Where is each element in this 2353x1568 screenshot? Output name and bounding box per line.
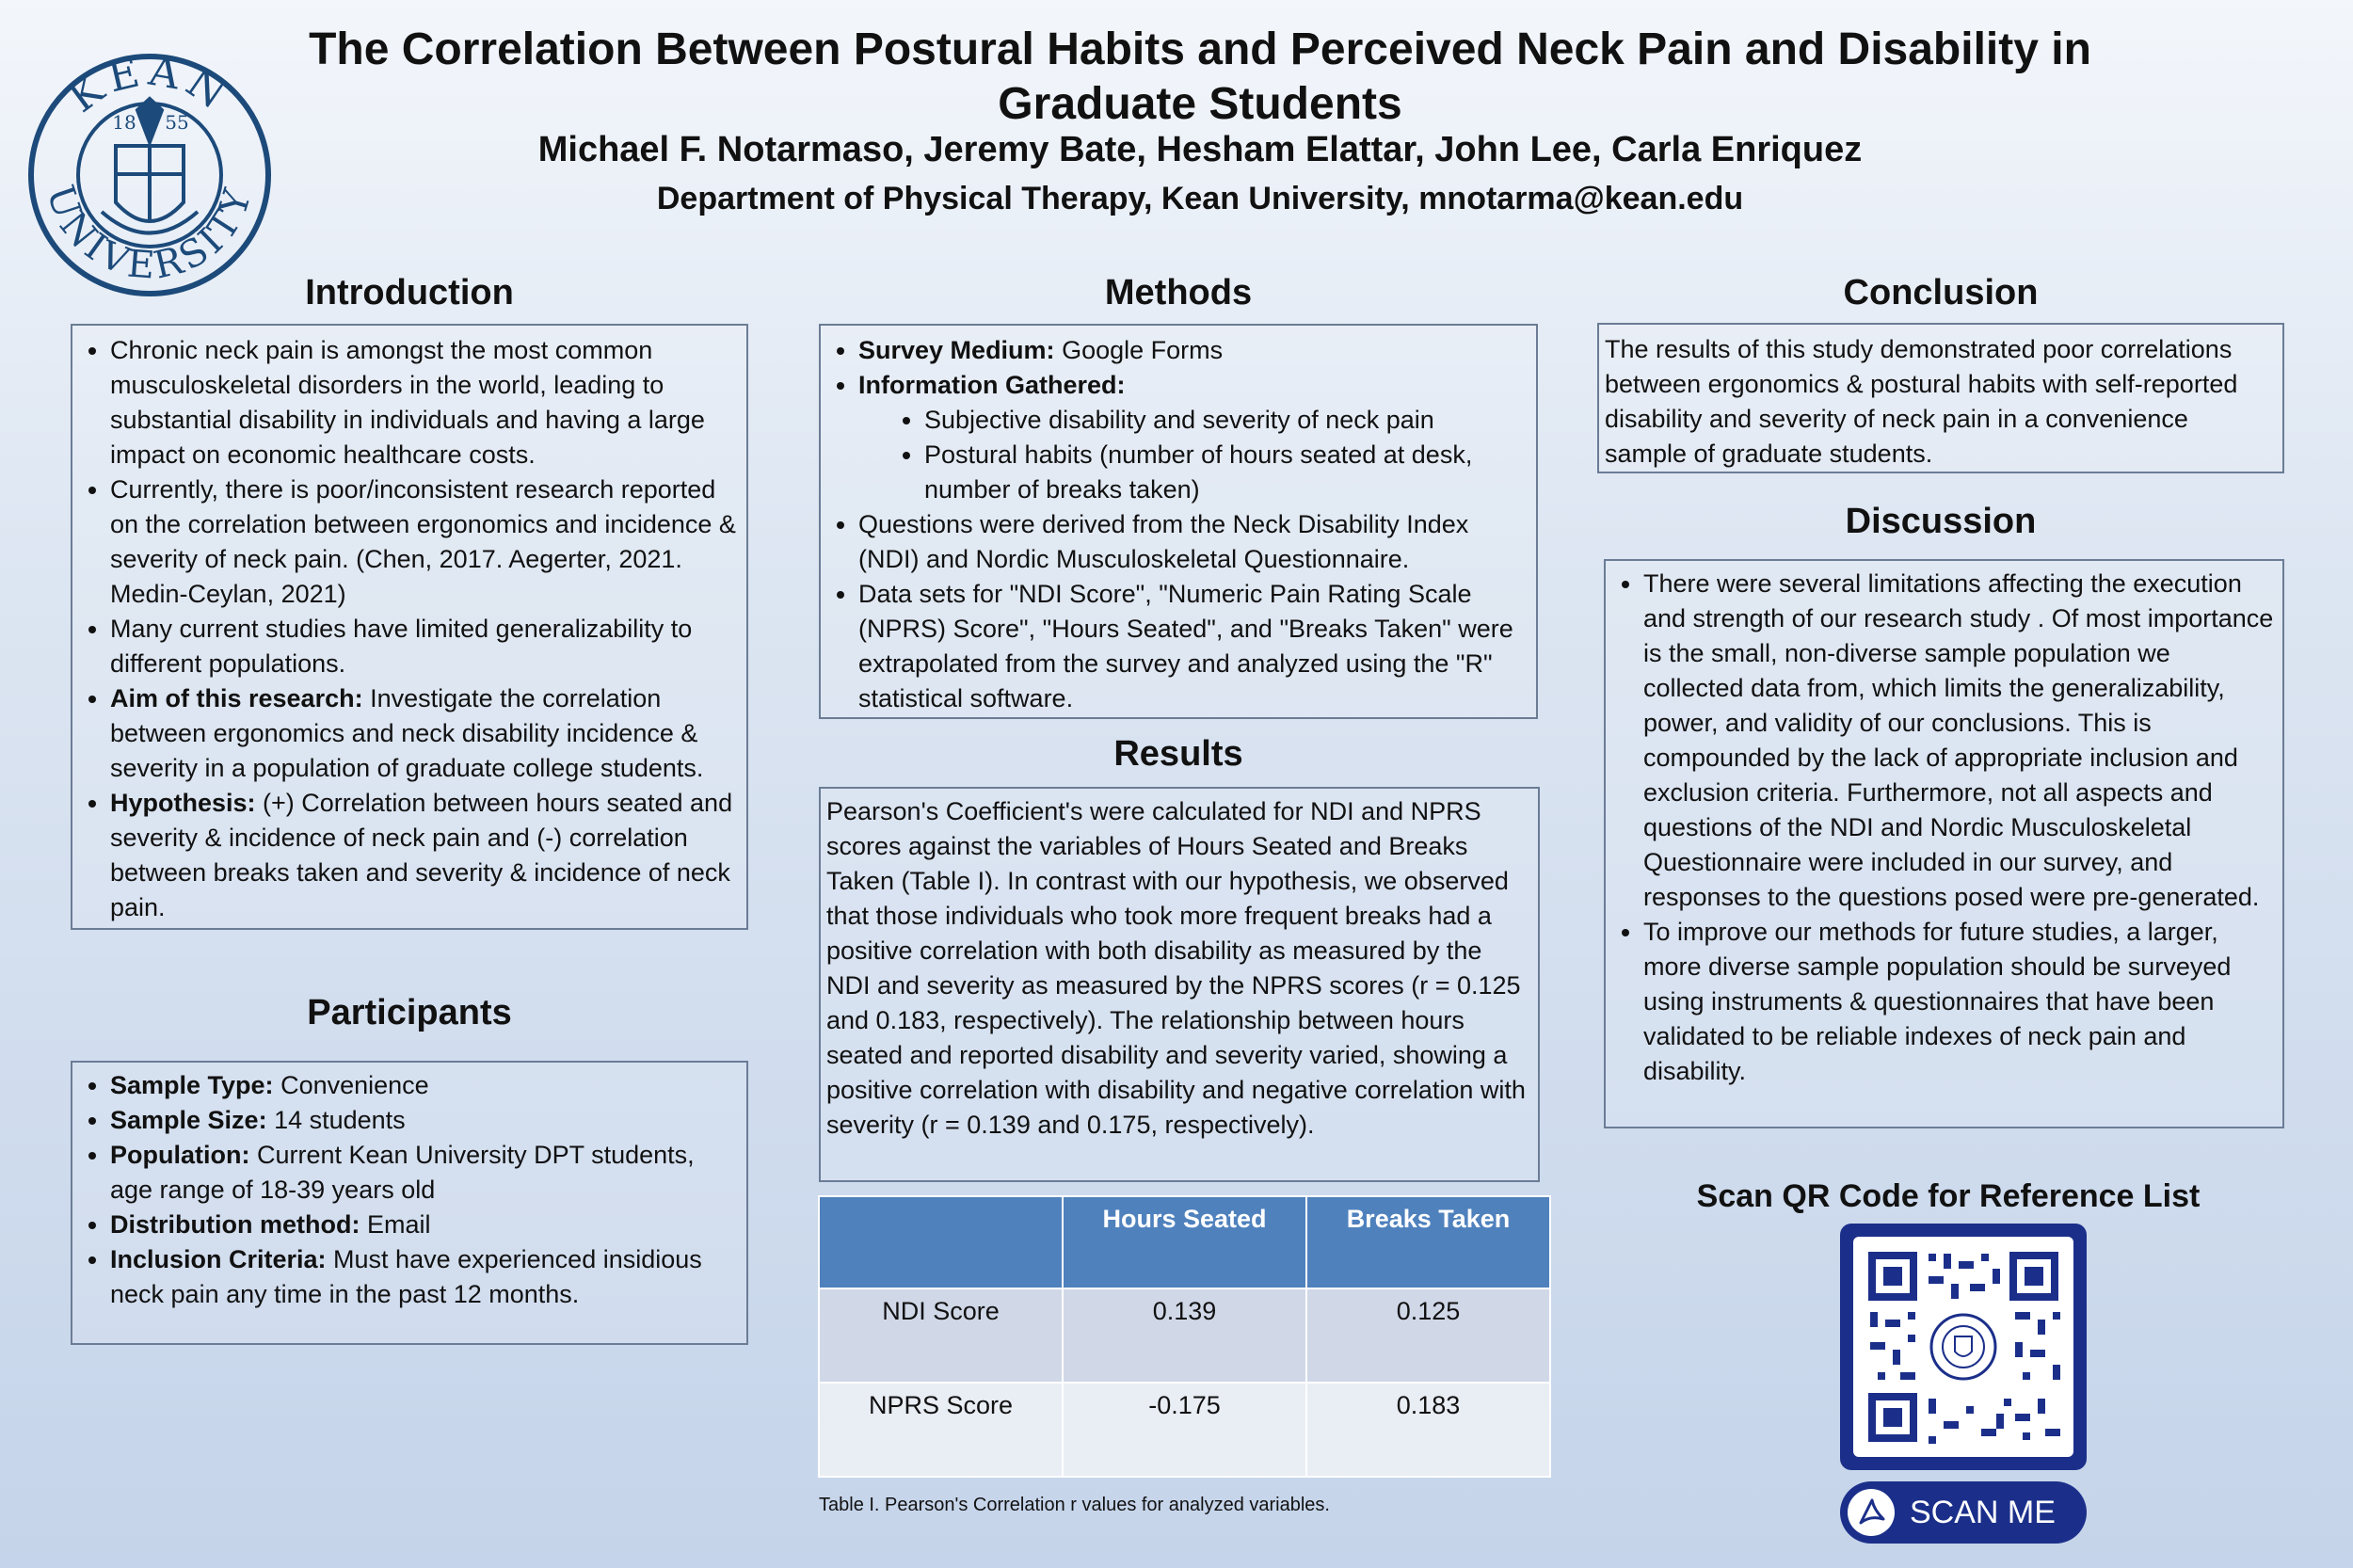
discussion-box xyxy=(1604,559,2284,1128)
results-table xyxy=(818,1195,1551,1478)
table-corner xyxy=(819,1196,1063,1288)
list-item: • Postural habits (number of hours seated at desk, number of breaks taken) xyxy=(924,438,1530,507)
list-item: • Inclusion Criteria: Must have experienced insidious neck pain any time in the past 12 months. xyxy=(110,1242,741,1312)
list-item: • Sample Size: 14 students xyxy=(110,1103,741,1138)
participants-list xyxy=(72,1068,741,1312)
list-item: • Distribution method: Email xyxy=(110,1208,741,1242)
cell-ndi-breaks: 0.125 xyxy=(1306,1288,1550,1383)
list-item: • Currently, there is poor/inconsistent research reported on the correlation between ergonomics and incidence & severity of neck pain. (Chen, 2017. Aegerter, 2021. Medin-Ceylan, 2021) xyxy=(110,472,741,612)
scan-me-label: SCAN ME xyxy=(1910,1495,2056,1530)
cell-ndi-hours: 0.139 xyxy=(1063,1288,1306,1383)
table-row xyxy=(819,1383,1550,1477)
list-item: • Subjective disability and severity of neck pain xyxy=(924,403,1530,438)
logo-year-right: 55 xyxy=(165,111,189,134)
qr-code[interactable] xyxy=(1840,1224,2087,1470)
conclusion-text: The results of this study demonstrated poor correlations between ergonomics & postural habits with self-reported disability and severity of neck pain in a convenience sample of graduate students. xyxy=(1605,335,2238,468)
cell-nprs-hours: -0.175 xyxy=(1063,1383,1306,1477)
methods-list xyxy=(821,333,1530,716)
introduction-box xyxy=(71,324,748,930)
pdf-icon xyxy=(1848,1489,1895,1536)
scan-me-button[interactable] xyxy=(1840,1481,2087,1544)
row-label-ndi: NDI Score xyxy=(819,1288,1063,1383)
row-label-nprs: NPRS Score xyxy=(819,1383,1063,1477)
list-item: • Questions were derived from the Neck Disability Index (NDI) and Nordic Musculoskeletal Questionnaire. xyxy=(858,507,1530,577)
list-item: • Many current studies have limited generalizability to different populations. xyxy=(110,612,741,681)
table-header-breaks-taken: Breaks Taken xyxy=(1306,1196,1550,1288)
list-item: • Hypothesis: (+) Correlation between hours seated and severity & incidence of neck pain and (-) correlation between breaks taken and severity & incidence of neck pain. xyxy=(110,786,741,925)
poster-department: Department of Physical Therapy, Kean University, mnotarma@kean.edu xyxy=(656,181,1744,216)
list-item: • Aim of this research: Investigate the correlation between ergonomics and neck disability incidence & severity in a population of graduate college students. xyxy=(110,681,741,786)
qr-heading: Scan QR Code for Reference List xyxy=(1696,1178,2201,1214)
methods-box xyxy=(819,324,1538,719)
list-item: • Sample Type: Convenience xyxy=(110,1068,741,1103)
list-item: • Chronic neck pain is amongst the most common musculoskeletal disorders in the world, leading to substantial disability in individuals and having a large impact on economic healthcare costs. xyxy=(110,333,741,472)
kean-university-logo xyxy=(26,52,273,298)
methods-sublist xyxy=(858,403,1530,507)
poster-authors: Michael F. Notarmaso, Jeremy Bate, Hesham Elattar, John Lee, Carla Enriquez xyxy=(537,130,1863,169)
cell-nprs-breaks: 0.183 xyxy=(1306,1383,1550,1477)
qr-code-icon xyxy=(1853,1237,2073,1457)
participants-heading: Participants xyxy=(307,993,512,1032)
results-text: Pearson's Coefficient's were calculated for NDI and NPRS scores against the variables of Hours Seated and Breaks Taken (Table I). In contrast with our hypothesis, we observed that those individuals who took more frequent breaks had a positive correlation with both disability as measured by the NDI and severity as measured by the NPRS scores (r = 0.125 and 0.183, respectively). The relationship between hours seated and reported disability and severity varied, showing a positive correlation with disability and negative correlation with severity (r = 0.139 and 0.175, respectively). xyxy=(826,797,1526,1139)
discussion-list xyxy=(1606,567,2277,1089)
conclusion-box xyxy=(1597,323,2284,473)
conclusion-heading: Conclusion xyxy=(1843,273,2039,312)
table-row xyxy=(819,1288,1550,1383)
list-item: • Population: Current Kean University DPT students, age range of 18-39 years old xyxy=(110,1138,741,1208)
methods-heading: Methods xyxy=(1104,273,1253,312)
introduction-list xyxy=(72,333,741,925)
list-item: • There were several limitations affecting the execution and strength of our research study . Of most importance is the small, non-diverse sample population we collected data from, which limits the generalizability, power, and validity of our conclusions. This is compounded by the lack of appropriate inclusion and exclusion criteria. Furthermore, not all aspects and questions of the NDI and Nordic Musculoskeletal Questionnaire were included in our survey, and responses to the questions posed were pre-generated. xyxy=(1643,567,2277,915)
logo-bottom-text: UNIVERSITY xyxy=(38,180,262,288)
list-item: • Data sets for "NDI Score", "Numeric Pain Rating Scale (NPRS) Score", "Hours Seated", and "Breaks Taken" were extrapolated from the survey and analyzed using the "R" statistical software. xyxy=(858,577,1530,716)
participants-box xyxy=(71,1061,748,1345)
table-header-hours-seated: Hours Seated xyxy=(1063,1196,1306,1288)
results-box xyxy=(819,787,1540,1182)
introduction-heading: Introduction xyxy=(305,273,514,312)
results-heading: Results xyxy=(1113,734,1243,774)
logo-top-text: KEAN xyxy=(59,52,240,122)
list-item: • Survey Medium: Google Forms xyxy=(858,333,1530,368)
poster-title: The Correlation Between Postural Habits and Perceived Neck Pain and Disability in Graduate Students xyxy=(309,24,2091,129)
discussion-heading: Discussion xyxy=(1845,502,2037,541)
logo-year-left: 18 xyxy=(112,111,136,134)
list-item: • To improve our methods for future studies, a larger, more diverse sample population should be surveyed using instruments & questionnaires that have been validated to be reliable indexes of neck pain and disability. xyxy=(1643,915,2277,1089)
table-caption: Table I. Pearson's Correlation r values for analyzed variables. xyxy=(819,1495,1330,1515)
list-item: • Information Gathered: • Subjective disability and severity of neck pain • Postural habits (number of hours seated at desk, number of breaks taken) xyxy=(858,368,1530,507)
